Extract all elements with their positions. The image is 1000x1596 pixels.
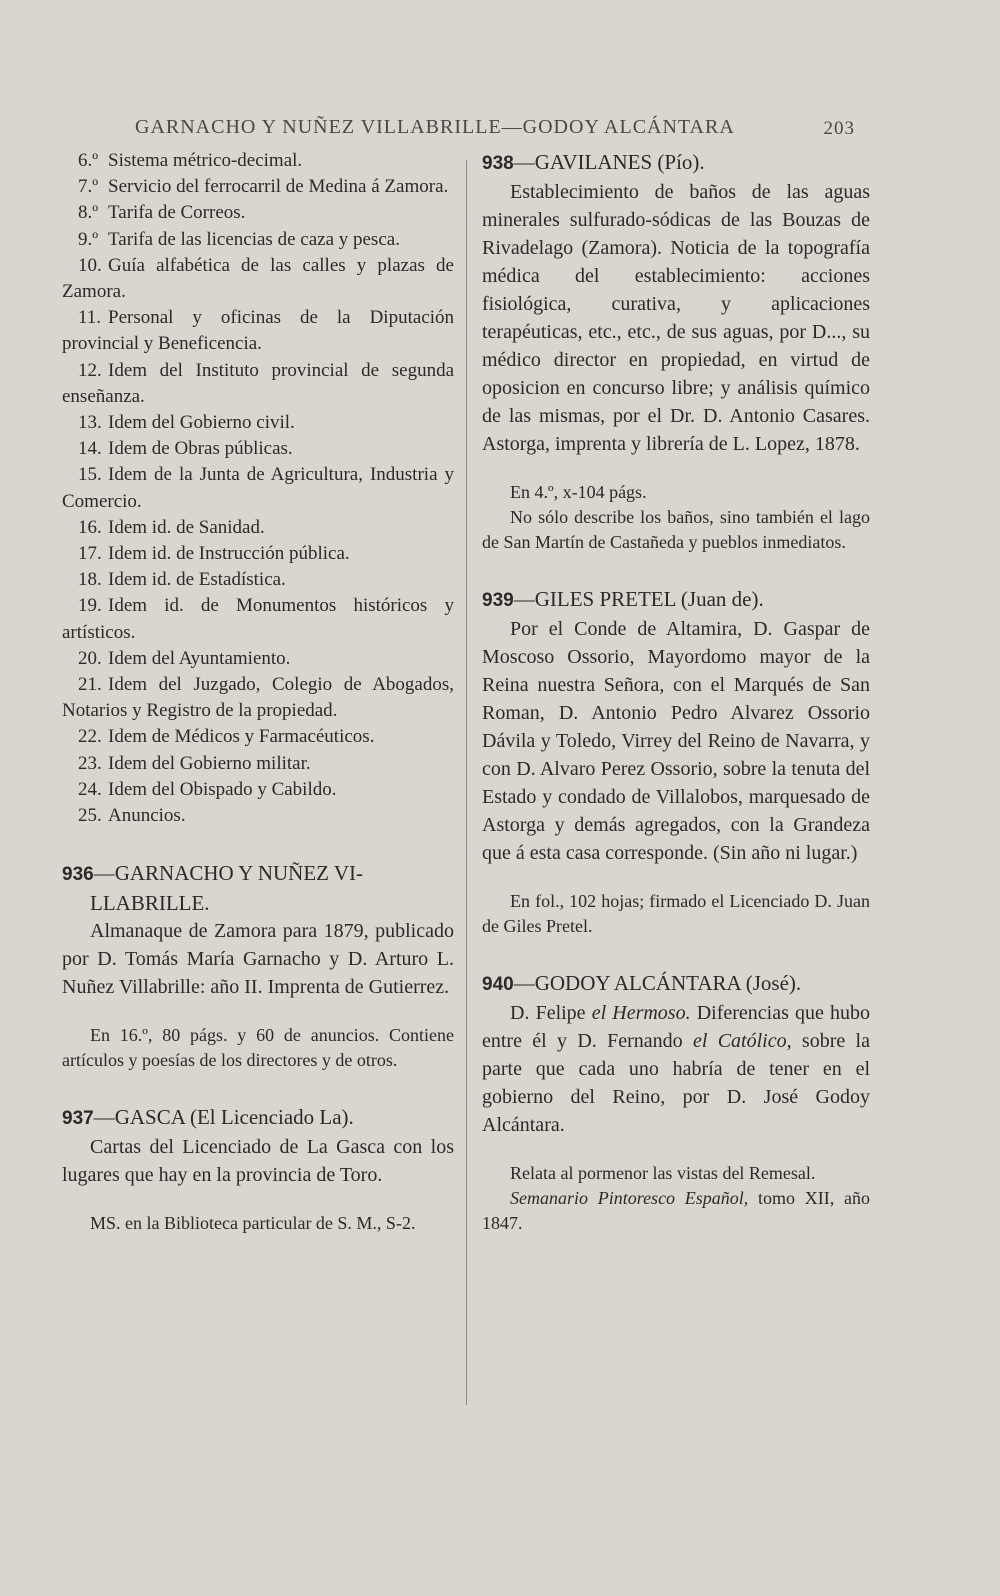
list-item-number: 10. (78, 254, 102, 276)
list-item (62, 803, 454, 829)
italic-epithet: el Católico, (692, 1030, 792, 1052)
list-item (62, 462, 454, 514)
entry-939-heading (482, 585, 870, 615)
entry-937-note: MS. en la Biblioteca particular de S. M., S-2. (90, 1213, 416, 1234)
running-title: GARNACHO Y NUÑEZ VILLABRILLE—GODOY ALCÁNTARA (135, 116, 735, 138)
list-item (62, 751, 454, 777)
entry-number: 937 (62, 1108, 94, 1130)
entry-940-heading (482, 969, 870, 999)
list-item-number: 23. (78, 752, 102, 774)
periodical-title: Semanario Pintoresco Español, (510, 1188, 749, 1208)
list-item-text: Idem del Ayuntamiento. (108, 647, 291, 669)
list-item (62, 515, 454, 541)
entry-title: —GILES PRETEL (Juan de). (513, 587, 764, 611)
entry-title-continued: LLABRILLE. (90, 891, 210, 916)
entry-number: 938 (482, 153, 514, 174)
entry-title: —GARNACHO Y NUÑEZ VI- (93, 861, 363, 886)
left-column (62, 148, 454, 1236)
list-item-number: 9.º (78, 228, 99, 250)
list-item-text: Personal y oficinas de la Diputación provincial y Beneficencia. (62, 307, 454, 355)
list-item-number: 19. (78, 595, 102, 617)
entry-title: —GASCA (El Licenciado La). (93, 1105, 354, 1130)
list-item-text: Guía alfabética de las calles y plazas de Zamora. (62, 254, 454, 303)
entry-938-body: Establecimiento de baños de las aguas minerales sulfurado-sódicas de las Bouzas de Rivadelago (Zamora). Noticia de la topografía médica del establecimiento: acciones fisiológica, curativa, y aplicaciones terapéuticas, etc., etc., de sus aguas, por D..., su médico director en propiedad, en virtud de oposicion en concurso libre; y análisis químico de las mismas, por el Dr. D. Antonio Casares. Astorga, imprenta y librería de L. Lopez, 1878. (482, 181, 870, 455)
list-item (62, 724, 454, 750)
list-item-number: 7.º (78, 176, 99, 198)
list-item-number: 18. (78, 569, 102, 591)
entry-940-note: Relata al pormenor las vistas del Remesal. (510, 1163, 816, 1183)
list-item-text: Anuncios. (108, 805, 186, 827)
list-item-number: 20. (78, 647, 102, 669)
column-divider (466, 160, 467, 1405)
list-item (62, 358, 454, 410)
list-item (62, 410, 454, 436)
list-item-text: Idem del Juzgado, Colegio de Abogados, Notarios y Registro de la propiedad. (62, 674, 454, 722)
entry-number: 939 (482, 590, 514, 611)
italic-title: el Hermoso. (591, 1002, 691, 1024)
list-item-number: 8.º (78, 202, 99, 224)
entry-938-note: No sólo describe los baños, sino también el lago de San Martín de Castañeda y pueblos inmediatos. (482, 507, 870, 552)
body-text: D. Felipe (510, 1002, 592, 1024)
entry-937-heading (62, 1103, 454, 1133)
list-item-text: Idem del Gobierno militar. (108, 752, 311, 774)
list-item-number: 12. (78, 359, 102, 381)
list-item (62, 253, 454, 305)
list-item (62, 148, 454, 174)
list-item-text: Idem id. de Sanidad. (108, 516, 265, 538)
list-item (62, 227, 454, 253)
list-item (62, 541, 454, 567)
list-item-number: 21. (78, 674, 102, 696)
list-item (62, 200, 454, 226)
list-item-number: 24. (78, 778, 102, 800)
list-item-number: 6.º (78, 150, 99, 171)
entry-title: —GAVILANES (Pío). (513, 150, 705, 174)
body-text: sobre la parte que cada uno habría de tener en el gobierno del Reino, por D. José Godoy Alcántara. (482, 1030, 870, 1136)
list-item (62, 305, 454, 357)
list-item-number: 15. (78, 464, 102, 486)
entry-number: 940 (482, 974, 514, 995)
body-text: Diferencias que hubo entre él y D. Fernando (482, 1002, 870, 1052)
entry-title: —GODOY ALCÁNTARA (José). (513, 971, 802, 995)
list-item-number: 14. (78, 438, 102, 460)
entry-940-source (482, 1186, 870, 1236)
list-item-text: Sistema métrico-decimal. (108, 150, 303, 171)
entry-939-note: En fol., 102 hojas; firmado el Licenciado D. Juan de Giles Pretel. (482, 891, 870, 936)
list-item-number: 22. (78, 726, 102, 748)
entry-938-heading (482, 148, 870, 178)
list-item-number: 25. (78, 805, 102, 827)
list-item-text: Idem del Obispado y Cabildo. (108, 778, 337, 800)
list-item (62, 646, 454, 672)
entry-938-note-format: En 4.º, x-104 págs. (510, 482, 647, 502)
list-item (62, 436, 454, 462)
list-item-text: Servicio del ferrocarril de Medina á Zamora. (108, 176, 449, 198)
page-number: 203 (823, 118, 855, 139)
entry-number: 936 (62, 864, 94, 886)
right-column (482, 148, 870, 1236)
list-item-text: Idem del Instituto provincial de segunda enseñanza. (62, 359, 454, 407)
list-item (62, 777, 454, 803)
entry-936-heading (62, 859, 454, 917)
source-detail: tomo XII, año 1847. (482, 1188, 870, 1233)
list-item-text: Idem id. de Instrucción pública. (108, 543, 350, 565)
list-item-number: 13. (78, 412, 102, 434)
list-item-text: Idem de Obras públicas. (108, 438, 293, 460)
list-item-number: 16. (78, 516, 102, 538)
entry-940-body (482, 999, 870, 1139)
list-item (62, 672, 454, 724)
entry-939-body: Por el Conde de Altamira, D. Gaspar de Moscoso Ossorio, Mayordomo mayor de la Reina nuestra Señora, con el Marqués de San Roman, D. Antonio Pedro Alvarez Ossorio Dávila y Toledo, Virrey del Reino de Navarra, y con D. Alvaro Perez Ossorio, sobre la tenuta del Estado y condado de Villalobos, marquesado de Astorga y demás agregados, con la Grandeza que á esta casa corresponde. (Sin año ni lugar.) (482, 618, 870, 864)
numbered-list (62, 148, 454, 829)
list-item-text: Idem del Gobierno civil. (108, 412, 295, 434)
list-item (62, 593, 454, 645)
list-item-text: Tarifa de Correos. (108, 202, 246, 224)
list-item (62, 567, 454, 593)
list-item-number: 17. (78, 543, 102, 565)
list-item-number: 11. (78, 307, 102, 329)
list-item-text: Idem de la Junta de Agricultura, Industria y Comercio. (62, 464, 454, 512)
list-item-text: Idem id. de Monumentos históricos y artísticos. (62, 595, 454, 643)
list-item-text: Idem de Médicos y Farmacéuticos. (108, 726, 375, 748)
entry-936-body: Almanaque de Zamora para 1879, publicado por D. Tomás María Garnacho y D. Arturo L. Nuñez Villabrille: año II. Imprenta de Gutierrez. (62, 920, 454, 999)
list-item-text: Tarifa de las licencias de caza y pesca. (108, 228, 400, 250)
list-item (62, 174, 454, 200)
list-item-text: Idem id. de Estadística. (108, 569, 286, 591)
entry-937-body: Cartas del Licenciado de La Gasca con los lugares que hay en la provincia de Toro. (62, 1136, 454, 1187)
entry-936-note: En 16.º, 80 págs. y 60 de anuncios. Contiene artículos y poesías de los directores y de otros. (62, 1025, 454, 1071)
